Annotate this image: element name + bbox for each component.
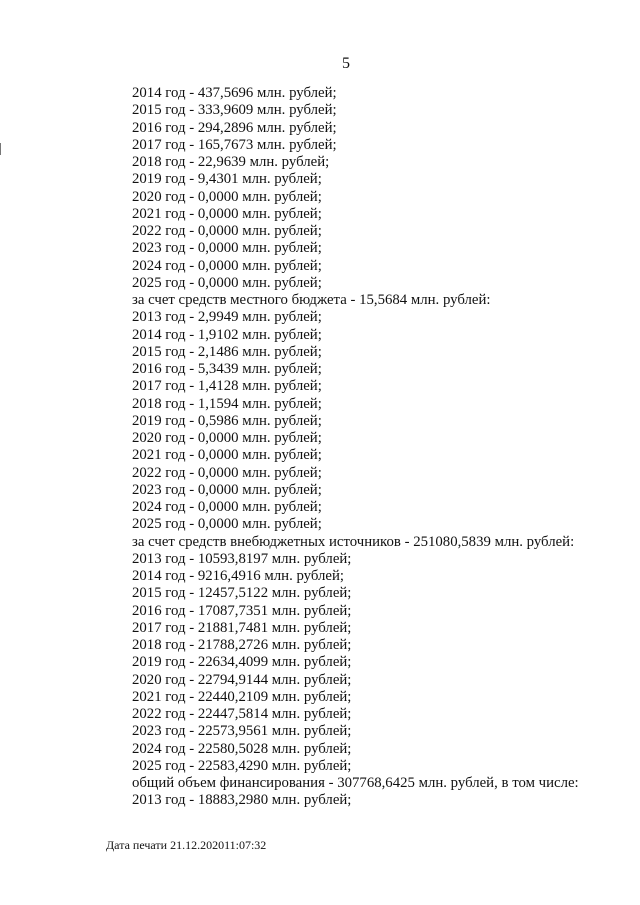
document-line: 2021 год - 22440,2109 млн. рублей; — [132, 688, 352, 705]
section-heading-local-budget: за счет средств местного бюджета - 15,5684 млн. рублей: — [132, 292, 491, 308]
document-body — [132, 85, 622, 810]
document-line: 2021 год - 0,0000 млн. рублей; — [132, 447, 322, 464]
document-line: 2017 год - 165,7673 млн. рублей; — [132, 136, 337, 153]
document-line: 2014 год - 9216,4916 млн. рублей; — [132, 568, 345, 584]
document-line: 2017 год - 1,4128 млн. рублей; — [132, 378, 322, 395]
document-line: 2024 год - 0,0000 млн. рублей; — [132, 257, 322, 274]
document-line: 2019 год - 22634,4099 млн. рублей; — [132, 654, 352, 671]
document-line: 2024 год - 22580,5028 млн. рублей; — [132, 740, 352, 757]
document-line: 2014 год - 1,9102 млн. рублей; — [132, 326, 322, 343]
document-line: 2019 год - 9,4301 млн. рублей; — [132, 171, 322, 188]
document-line: 2013 год - 10593,8197 млн. рублей; — [132, 550, 352, 567]
document-line: 2022 год - 22447,5814 млн. рублей; — [132, 706, 352, 722]
document-line: 2015 год - 333,9609 млн. рублей; — [132, 102, 337, 119]
document-line: 2013 год - 2,9949 млн. рублей; — [132, 309, 322, 326]
margin-mark — [0, 143, 4, 155]
document-line: 2025 год - 0,0000 млн. рублей; — [132, 274, 322, 291]
document-line: 2025 год - 22583,4290 млн. рублей; — [132, 757, 352, 774]
document-line: 2025 год - 0,0000 млн. рублей; — [132, 516, 322, 533]
section-heading-total-funding: общий объем финансирования - 307768,6425 млн. рублей, в том числе: — [132, 775, 579, 791]
print-date-footer: Дата печати 21.12.202011:07:32 — [106, 838, 267, 852]
document-line: 2014 год - 437,5696 млн. рублей; — [132, 85, 337, 101]
document-line: 2016 год - 17087,7351 млн. рублей; — [132, 602, 352, 619]
document-line: 2017 год - 21881,7481 млн. рублей; — [132, 619, 352, 636]
document-line: 2018 год - 21788,2726 млн. рублей; — [132, 637, 352, 653]
document-line: 2015 год - 2,1486 млн. рублей; — [132, 343, 322, 360]
document-line: 2019 год - 0,5986 млн. рублей; — [132, 412, 322, 429]
document-line: 2022 год - 0,0000 млн. рублей; — [132, 223, 322, 239]
document-line: 2020 год - 0,0000 млн. рублей; — [132, 430, 322, 446]
document-line: 2020 год - 0,0000 млн. рублей; — [132, 188, 322, 205]
document-line: 2023 год - 22573,9561 млн. рублей; — [132, 723, 352, 740]
document-line: 2015 год - 12457,5122 млн. рублей; — [132, 585, 352, 602]
page-number: 5 — [342, 55, 350, 72]
document-line: 2024 год - 0,0000 млн. рублей; — [132, 499, 322, 515]
document-line: 2013 год - 18883,2980 млн. рублей; — [132, 792, 352, 809]
document-line: 2018 год - 22,9639 млн. рублей; — [132, 154, 330, 170]
document-line: 2023 год - 0,0000 млн. рублей; — [132, 481, 322, 498]
document-line: 2023 год - 0,0000 млн. рублей; — [132, 240, 322, 257]
document-line: 2016 год - 5,3439 млн. рублей; — [132, 361, 322, 377]
document-line: 2021 год - 0,0000 млн. рублей; — [132, 205, 322, 222]
document-line: 2022 год - 0,0000 млн. рублей; — [132, 464, 322, 481]
document-line: 2016 год - 294,2896 млн. рублей; — [132, 119, 337, 136]
section-heading-extrabudgetary-sources: за счет средств внебюджетных источников - 251080,5839 млн. рублей: — [132, 533, 575, 550]
document-line: 2020 год - 22794,9144 млн. рублей; — [132, 671, 352, 688]
document-line: 2018 год - 1,1594 млн. рублей; — [132, 395, 322, 412]
